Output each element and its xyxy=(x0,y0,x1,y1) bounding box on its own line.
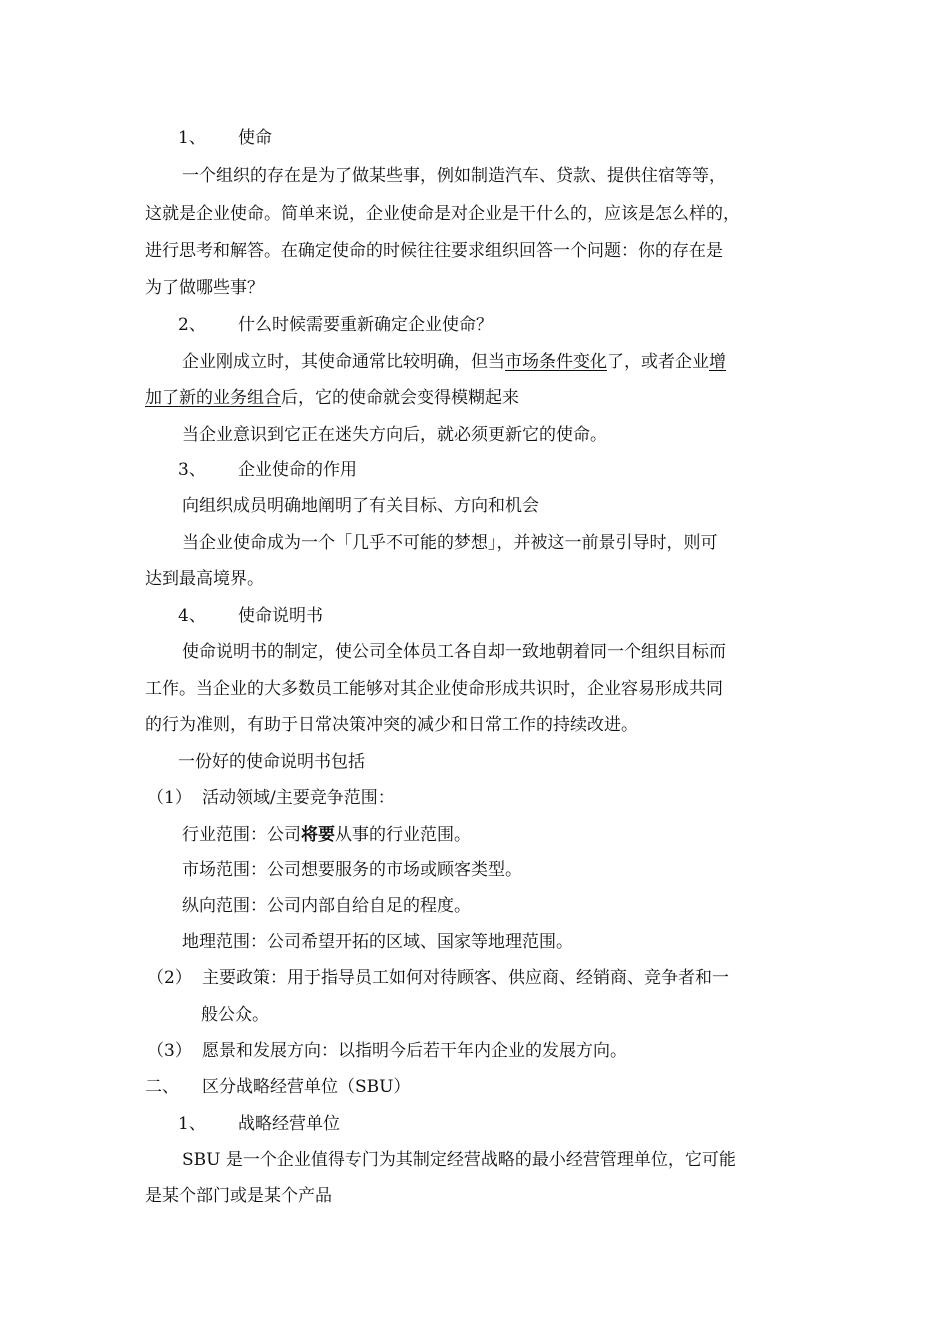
list-item-number: （3） xyxy=(147,1041,192,1061)
underlined-text: 增 xyxy=(709,352,726,372)
paragraph-line: 为了做哪些事？ xyxy=(145,278,264,298)
paragraph-line: 进行思考和解答。在确定使命的时候往往要求组织回答一个问题：你的存在是 xyxy=(145,241,723,261)
paragraph-line: 的行为准则，有助于日常决策冲突的减少和日常工作的持续改进。 xyxy=(145,715,638,735)
paragraph-line: 工作。当企业的大多数员工能够对其企业使命形成共识时，企业容易形成共同 xyxy=(145,679,723,699)
section-number: 4、 xyxy=(178,606,206,626)
text-run: 从事的行业范围。 xyxy=(335,825,471,845)
section-number: 2、 xyxy=(178,315,206,335)
text-run: 企业刚成立时，其使命通常比较明确，但当 xyxy=(182,352,505,372)
underlined-text: 市场条件变化 xyxy=(505,352,607,372)
section-title: 战略经营单位 xyxy=(238,1114,340,1134)
section-title: 使命 xyxy=(238,128,272,148)
paragraph-line: 一份好的使命说明书包括 xyxy=(178,752,365,772)
section-number: 3、 xyxy=(178,460,206,480)
section-title: 企业使命的作用 xyxy=(238,460,357,480)
chapter-title: 区分战略经营单位（SBU） xyxy=(202,1077,411,1097)
paragraph-line xyxy=(145,386,519,410)
paragraph-line: SBU 是一个企业值得专门为其制定经营战略的最小经营管理单位，它可能 xyxy=(182,1150,736,1170)
section-title: 什么时候需要重新确定企业使命？ xyxy=(238,315,493,335)
paragraph-line: 使命说明书的制定，使公司全体员工各自却一致地朝着同一个组织目标而 xyxy=(182,642,726,662)
list-item-number: （2） xyxy=(147,968,192,988)
chapter-number: 二、 xyxy=(145,1077,179,1097)
section-title: 使命说明书 xyxy=(238,606,323,626)
list-subitem xyxy=(182,823,471,847)
paragraph-line: 当企业意识到它正在迷失方向后，就必须更新它的使命。 xyxy=(182,425,607,445)
text-run: 行业范围：公司 xyxy=(182,825,301,845)
text-run: 后，它的使命就会变得模糊起来 xyxy=(281,388,519,408)
list-subitem: 地理范围：公司希望开拓的区域、国家等地理范围。 xyxy=(182,932,573,952)
list-subitem: 纵向范围：公司内部自给自足的程度。 xyxy=(182,896,471,916)
section-number: 1、 xyxy=(178,1114,206,1134)
paragraph-line: 向组织成员明确地阐明了有关目标、方向和机会 xyxy=(182,496,539,516)
list-item-text: 主要政策：用于指导员工如何对待顾客、供应商、经销商、竞争者和一 xyxy=(202,968,729,988)
list-item-text: 愿景和发展方向：以指明今后若干年内企业的发展方向。 xyxy=(202,1041,627,1061)
paragraph-line: 这就是企业使命。简单来说，企业使命是对企业是干什么的，应该是怎么样的， xyxy=(145,204,740,224)
paragraph-line: 一个组织的存在是为了做某些事，例如制造汽车、贷款、提供住宿等等， xyxy=(182,166,726,186)
list-subitem: 市场范围：公司想要服务的市场或顾客类型。 xyxy=(182,860,522,880)
paragraph-line: 当企业使命成为一个「几乎不可能的梦想」，并被这一前景引导时，则可 xyxy=(182,533,718,553)
paragraph-line: 是某个部门或是某个产品 xyxy=(145,1186,332,1206)
list-item-text: 活动领域/主要竞争范围： xyxy=(202,788,395,808)
text-run: 了，或者企业 xyxy=(607,352,709,372)
paragraph-line xyxy=(182,350,726,374)
paragraph-line: 达到最高境界。 xyxy=(145,569,264,589)
underlined-text: 加了新的业务组合 xyxy=(145,388,281,408)
section-number: 1、 xyxy=(178,128,206,148)
list-item-text: 般公众。 xyxy=(201,1005,269,1025)
bold-text: 将要 xyxy=(301,825,335,845)
list-item-number: （1） xyxy=(147,788,192,808)
